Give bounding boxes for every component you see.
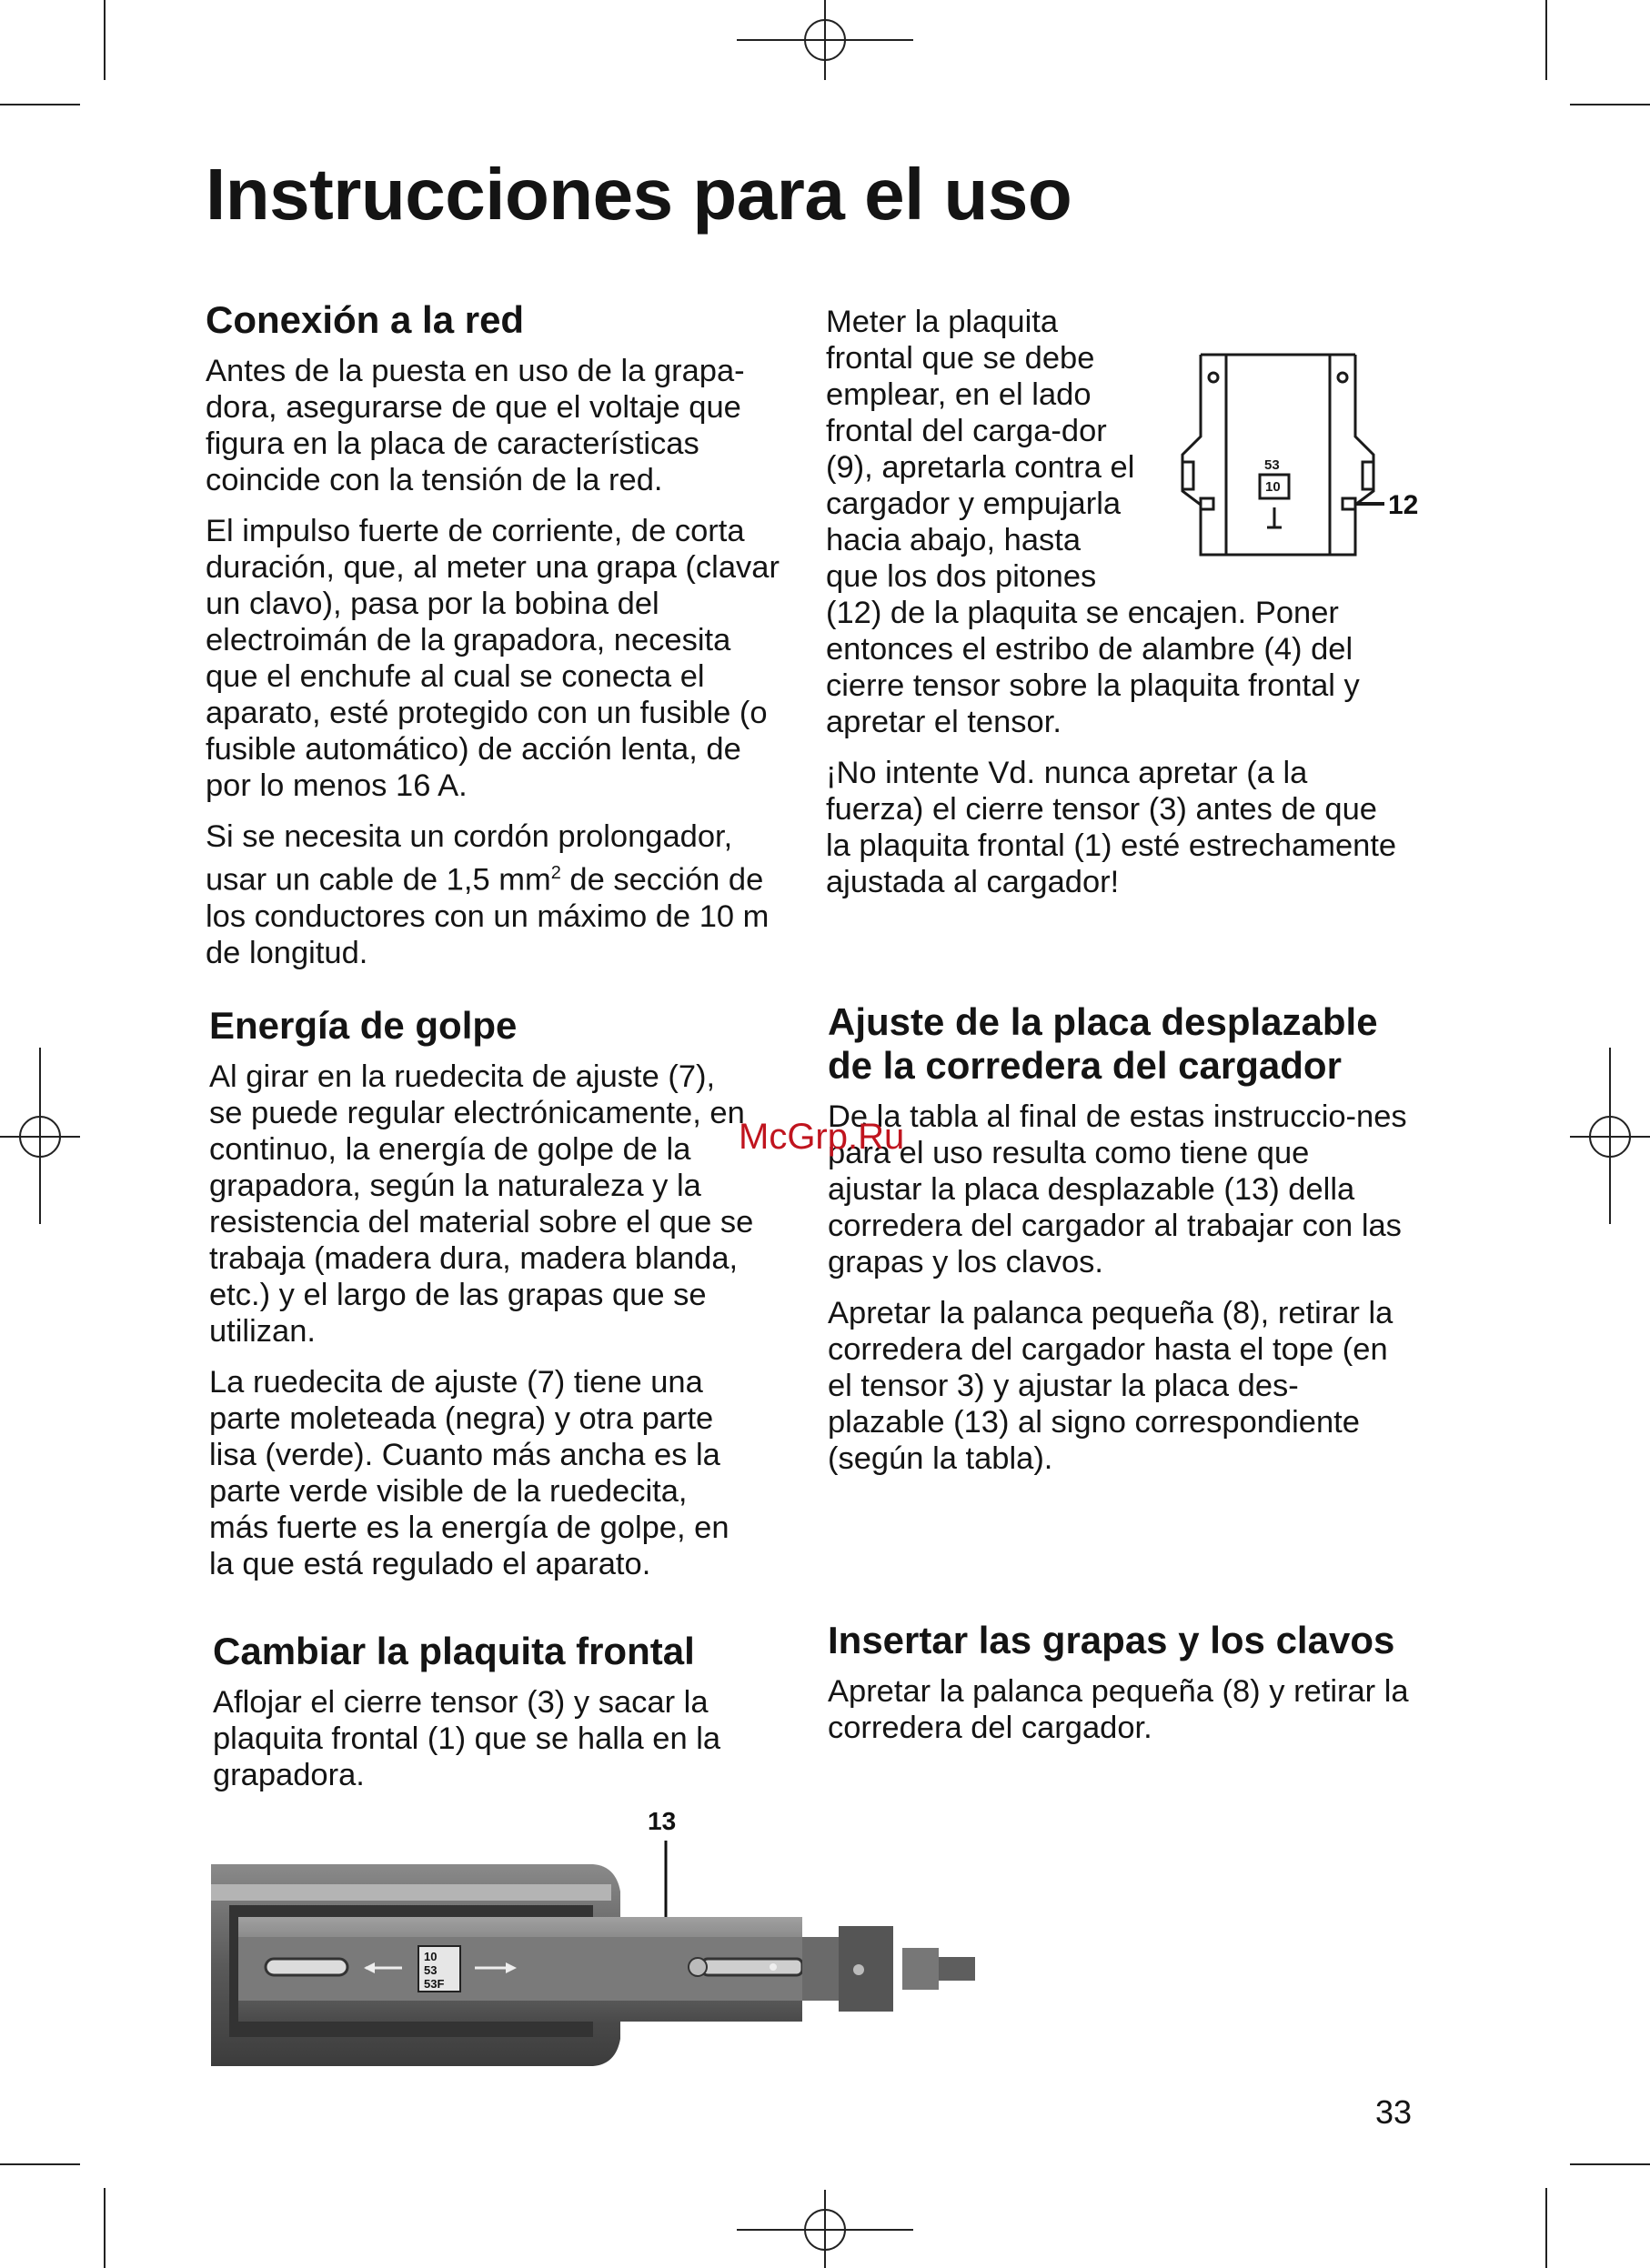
paragraph: Apretar la palanca pequeña (8), retirar la corredera del cargador hasta el tope (en el tensor 3) y ajustar la placa des-plazable (13) al signo correspondiente (según la tabla). [828, 1296, 1393, 1476]
paragraph: Meter la plaquita frontal que se debe emplear, en el lado frontal del carga-dor (9), apretarla contra el cargador y empujarla hacia abajo, hasta que los dos pitones (12) de la plaquita se encajen. Poner entonces el estribo de alambre (4) del cierre tensor sobre la plaquita frontal y apretar el tensor. [826, 305, 1360, 739]
paragraph: Apretar la palanca pequeña (8) y retirar la corredera del cargador. [828, 1674, 1409, 1745]
paragraph: Aflojar el cierre tensor (3) y sacar la plaquita frontal (1) que se halla en la grapadora. [213, 1685, 721, 1792]
text-run: Si se necesita un cordón prolongador, usar un cable de 1,5 mm [206, 819, 733, 898]
plate-mark-top: 53 [1264, 457, 1280, 473]
paragraph: Al girar en la ruedecita de ajuste (7), se puede regular electrónicamente, en continuo, la energía de golpe de la grapadora, según la naturaleza y la resistencia del material sobre el que se trabaja (madera dura, madera blanda, etc.) y el largo de las grapas que se utilizan. [209, 1059, 754, 1349]
front-plate-diagram [1173, 346, 1446, 564]
heading-cambiar: Cambiar la plaquita frontal [213, 1630, 695, 1672]
plate-line-1: 10 [424, 1950, 438, 1963]
section-cambiar [213, 1630, 777, 1808]
superscript: 2 [550, 863, 561, 883]
callout-12: 12 [1388, 490, 1419, 520]
paragraph: De la tabla al final de estas instruccio-nes para el uso resulta como tiene que ajustar la placa desplazable (13) della corredera del cargador al trabajar con las grapas y los clavos. [828, 1099, 1407, 1280]
paragraph: El impulso fuerte de corriente, de corta duración, que, al meter una grapa (clavar un clavo), pasa por la bobina del electroimán de la grapadora, necesita que el enchufe al cual se conecta el aparato, esté protegido con un fusible (o fusible automático) de acción lenta, de por lo menos 16 A. [206, 514, 780, 803]
page-title: Instrucciones para el uso [206, 154, 1072, 235]
paragraph: ¡No intente Vd. nunca apretar (a la fuerza) el cierre tensor (3) antes de que la plaquita frontal (1) esté estrechamente ajustada al cargador! [826, 756, 1397, 899]
section-ajuste [828, 1000, 1410, 1491]
callout-13: 13 [648, 1807, 677, 1835]
watermark: McGrp.Ru [739, 1117, 905, 1157]
paragraph-cable [206, 818, 788, 971]
section-insertar [828, 1619, 1410, 1761]
paragraph: La ruedecita de ajuste (7) tiene una parte moleteada (negra) y otra parte lisa (verde). Cuanto más ancha es la parte verde visible de la ruedecita, más fuerte es la energía de golpe, en la que está regulado el aparato. [209, 1365, 729, 1581]
plate-mark-bottom: 10 [1265, 479, 1281, 495]
paragraph: Antes de la puesta en uso de la grapa-dora, asegurarse de que el voltaje que figura en la placa de características coincide con la tensión de la red. [206, 354, 745, 497]
section-energia [209, 1004, 755, 1597]
plate-line-3: 53F [424, 1977, 445, 1991]
plate-line-2: 53 [424, 1963, 438, 1977]
text-run: de sección de los conductores con un máximo de 10 m de longitud. [206, 862, 770, 970]
heading-insertar: Insertar las grapas y los clavos [828, 1619, 1395, 1661]
heading-conexion: Conexión a la red [206, 298, 525, 341]
heading-ajuste: Ajuste de la placa desplazable de la corredera del cargador [828, 1000, 1378, 1087]
page-number: 33 [1375, 2093, 1413, 2131]
section-conexion [206, 298, 788, 986]
magazine-slide-photo [211, 1801, 1011, 2073]
heading-energia: Energía de golpe [209, 1004, 518, 1047]
